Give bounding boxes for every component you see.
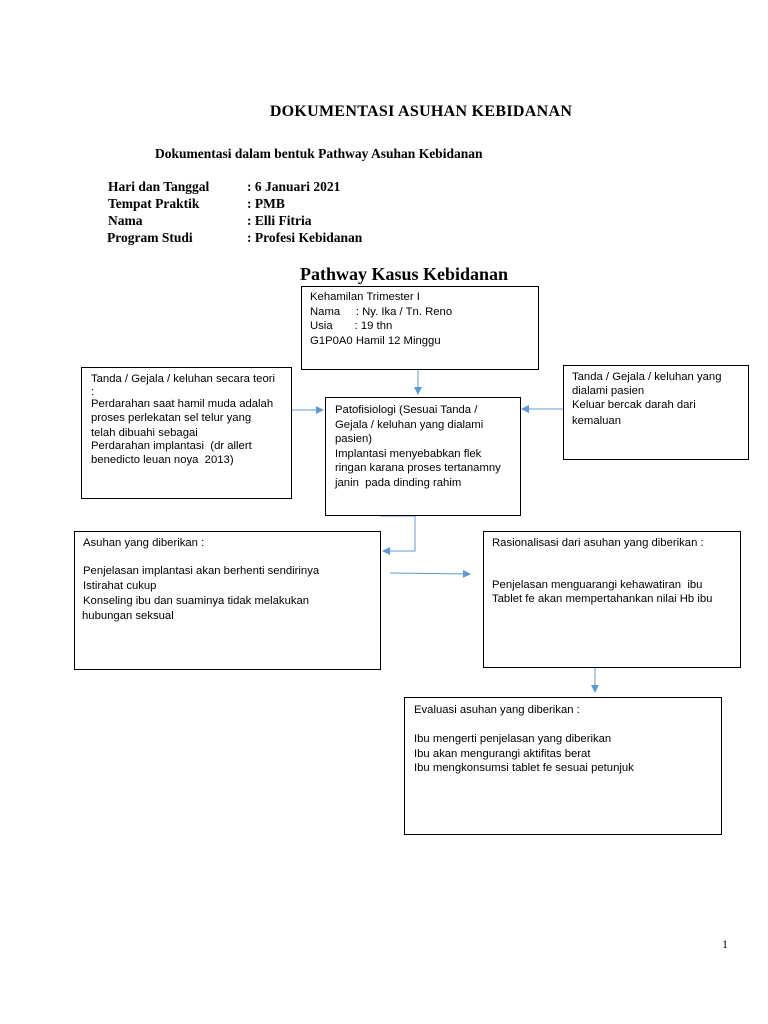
box-kehamilan-line: Usia : 19 thn [310, 320, 393, 333]
box-dialami-line: Tanda / Gejala / keluhan yang [572, 371, 722, 383]
box-rasionalisasi-line: Rasionalisasi dari asuhan yang diberikan : [492, 537, 704, 549]
box-dialami [563, 365, 749, 460]
arrow-patofisiologi-to-asuhan [380, 516, 415, 551]
box-rasionalisasi [483, 531, 741, 668]
box-teori-line: : [91, 385, 95, 398]
box-patofisiologi-line: ringan karana proses tertanamny [335, 462, 501, 475]
box-teori-line: Perdarahan implantasi (dr allert [91, 440, 252, 453]
box-rasionalisasi-line [492, 551, 740, 565]
info-value-date: : 6 Januari 2021 [247, 179, 341, 194]
info-value-name: : Elli Fitria [247, 213, 312, 228]
box-teori-line: proses perlekatan sel telur yang [91, 412, 252, 425]
box-patofisiologi-line: pasien) [335, 433, 373, 446]
box-patofisiologi [325, 397, 521, 516]
box-teori-line: benedicto leuan noya 2013) [91, 453, 234, 466]
box-asuhan-line: Asuhan yang diberikan : [83, 537, 205, 549]
box-evaluasi [404, 697, 722, 835]
box-teori-line: Tanda / Gejala / keluhan secara teori [91, 373, 275, 385]
box-patofisiologi-line: Implantasi menyebabkan flek [335, 447, 482, 460]
box-dialami-line: dialami pasien [572, 384, 645, 397]
box-patofisiologi-line: Gejala / keluhan yang dialami [335, 418, 484, 431]
box-dialami-line: Keluar bercak darah dari [572, 399, 696, 412]
page-number: 1 [722, 937, 728, 951]
info-value-program: : Profesi Kebidanan [247, 230, 363, 245]
box-patofisiologi-line: janin pada dinding rahim [335, 476, 462, 489]
box-teori [81, 367, 292, 499]
box-evaluasi-line: Evaluasi asuhan yang diberikan : [414, 704, 580, 716]
info-label-name: Nama [108, 213, 143, 228]
document-subtitle: Dokumentasi dalam bentuk Pathway Asuhan Kebidanan [155, 146, 483, 161]
box-asuhan-line [83, 551, 380, 565]
box-evaluasi-line [414, 718, 721, 732]
box-asuhan-line: hubungan seksual [82, 609, 174, 622]
box-asuhan [74, 531, 381, 670]
box-evaluasi-line: Ibu mengerti penjelasan yang diberikan [414, 733, 612, 746]
box-rasionalisasi-line [492, 564, 740, 578]
info-label-place: Tempat Praktik [108, 196, 200, 211]
box-evaluasi-line: Ibu akan mengurangi aktifitas berat [414, 747, 591, 760]
box-kehamilan-line: Kehamilan Trimester I [310, 291, 420, 303]
document-title: DOKUMENTASI ASUHAN KEBIDANAN [269, 103, 573, 120]
box-rasionalisasi-line: Tablet fe akan mempertahankan nilai Hb ibu [492, 593, 713, 606]
info-label-date: Hari dan Tanggal [108, 179, 210, 194]
box-asuhan-line: Istirahat cukup [83, 579, 157, 592]
box-evaluasi-line: Ibu mengkonsumsi tablet fe sesuai petunjuk [414, 762, 634, 775]
box-rasionalisasi-line: Penjelasan menguarangi kehawatiran ibu [492, 578, 703, 591]
box-asuhan-line: Konseling ibu dan suaminya tidak melakukan [83, 595, 310, 608]
info-value-place: : PMB [247, 196, 285, 211]
box-teori-line: telah dibuahi sebagai [91, 426, 198, 439]
box-patofisiologi-line: Patofisiologi (Sesuai Tanda / [335, 404, 478, 416]
box-teori-line: Perdarahan saat hamil muda adalah [91, 397, 274, 410]
box-kehamilan [301, 286, 539, 370]
box-dialami-line: kemaluan [572, 414, 621, 427]
info-label-program: Program Studi [107, 230, 193, 245]
box-kehamilan-line: G1P0A0 Hamil 12 Minggu [310, 334, 441, 347]
pathway-title: Pathway Kasus Kebidanan [300, 264, 509, 284]
box-asuhan-line: Penjelasan implantasi akan berhenti sendirinya [83, 565, 320, 578]
box-kehamilan-line: Nama : Ny. Ika / Tn. Reno [310, 305, 453, 318]
arrow-asuhan-to-rasionalisasi [390, 573, 470, 574]
